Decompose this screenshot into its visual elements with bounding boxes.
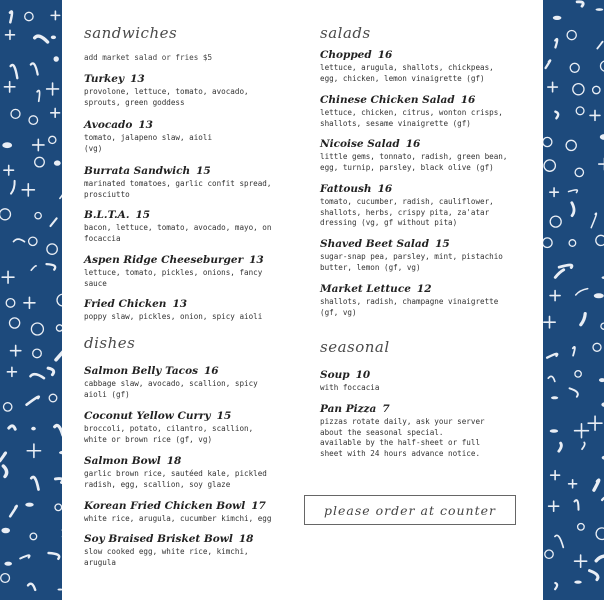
ring-mark — [545, 550, 553, 558]
ring-mark — [596, 235, 604, 245]
ring-mark — [29, 116, 38, 125]
item-name: Shaved Beet Salad — [320, 238, 430, 250]
cross-mark — [575, 424, 589, 438]
item-name: Korean Fried Chicken Bowl — [84, 500, 246, 512]
dot-mark — [600, 134, 604, 140]
item-description: tomato, jalapeno slaw, aioli (vg) — [84, 133, 213, 153]
brush-stroke-mark — [596, 556, 604, 561]
item-description: poppy slaw, pickles, onion, spicy aioli — [84, 312, 263, 321]
ring-mark — [29, 237, 37, 245]
cross-mark — [590, 110, 600, 120]
ring-mark — [49, 136, 56, 143]
item-price: 18 — [238, 533, 254, 545]
ring-mark — [575, 371, 581, 377]
cross-mark — [551, 471, 560, 480]
brush-stroke-mark — [570, 388, 578, 397]
item-name: B.L.T.A. — [84, 209, 130, 221]
dot-mark — [2, 142, 12, 148]
menu-item — [84, 165, 271, 200]
dot-mark — [553, 16, 562, 20]
brush-stroke-mark — [10, 506, 17, 516]
item-description: white rice, arugula, cucumber kimchi, egg — [84, 514, 272, 523]
cross-mark — [24, 297, 35, 308]
brush-stroke-mark — [555, 583, 557, 589]
brush-stroke-mark — [555, 39, 557, 47]
ring-mark — [6, 299, 15, 308]
brush-stroke-mark — [591, 213, 596, 228]
cross-mark — [550, 188, 559, 197]
item-name: Soup — [320, 369, 350, 381]
cross-mark — [599, 158, 604, 169]
ring-mark — [31, 323, 43, 335]
brush-stroke-mark — [31, 477, 38, 489]
item-name: Salmon Belly Tacos — [84, 365, 198, 377]
brush-stroke-mark — [48, 368, 54, 375]
item-price: 13 — [172, 298, 188, 310]
menu-page — [62, 0, 543, 600]
brush-stroke-mark — [28, 584, 35, 590]
brush-stroke-mark — [55, 479, 62, 483]
brush-stroke-mark — [559, 443, 562, 451]
brush-stroke-mark — [582, 442, 585, 449]
item-name: Coconut Yellow Curry — [84, 410, 211, 422]
menu-item — [84, 533, 253, 568]
ring-mark — [10, 318, 20, 328]
brush-stroke-mark — [555, 270, 563, 278]
brush-stroke-mark — [47, 264, 56, 270]
menu-item — [84, 119, 212, 154]
item-price: 16 — [460, 94, 476, 106]
ring-mark — [601, 61, 604, 71]
menu-item — [320, 138, 507, 173]
item-description: little gems, tonnato, radish, green bean, egg, turnip, parsley, black olive (gf) — [320, 152, 508, 172]
cross-mark — [33, 139, 44, 150]
menu-item — [320, 403, 485, 459]
dot-mark — [31, 427, 36, 431]
ring-mark — [576, 107, 584, 115]
brush-stroke-mark — [31, 266, 36, 271]
item-description: tomato, cucumber, radish, cauliflower, shallots, herbs, crispy pita, za'atar dressing (vg, gf without pita) — [320, 197, 494, 227]
ring-mark — [35, 213, 41, 219]
ring-mark — [566, 140, 576, 150]
brush-stroke-mark — [9, 426, 15, 429]
item-price: 12 — [416, 283, 432, 295]
ring-mark — [0, 209, 11, 220]
menu-item — [320, 49, 494, 84]
dot-mark — [1, 528, 10, 534]
menu-item — [320, 183, 494, 229]
ring-mark — [25, 12, 33, 20]
ring-mark — [543, 238, 552, 248]
item-price: 7 — [382, 403, 390, 415]
brush-stroke-mark — [55, 425, 62, 435]
menu-item — [84, 455, 267, 490]
brush-stroke-mark — [37, 91, 40, 102]
item-name: Pan Pizza — [320, 403, 377, 415]
section-title-sandwiches: sandwiches — [84, 24, 178, 42]
cross-mark — [550, 291, 560, 301]
ring-mark — [49, 394, 57, 402]
item-price: 16 — [405, 138, 421, 150]
cross-mark — [22, 184, 34, 196]
ring-mark — [35, 157, 45, 167]
ring-mark — [575, 168, 583, 176]
brush-stroke-mark — [27, 397, 39, 405]
item-name: Aspen Ridge Cheeseburger — [84, 254, 244, 266]
brush-stroke-mark — [20, 555, 29, 558]
brush-stroke-mark — [576, 289, 588, 295]
brush-stroke-mark — [572, 203, 574, 216]
ring-mark — [596, 528, 604, 540]
dot-mark — [54, 160, 61, 165]
brush-stroke-mark — [35, 36, 48, 42]
cross-mark — [47, 83, 59, 95]
item-description: pizzas rotate daily, ask your server about the seasonal special. available by the half-sheet or full sheet with 24 hours advance notice. — [320, 417, 485, 458]
item-price: 16 — [377, 49, 393, 61]
item-name: Turkey — [84, 73, 125, 85]
section-title-salads: salads — [320, 24, 371, 42]
brush-stroke-mark — [555, 535, 563, 547]
dot-mark — [54, 56, 59, 62]
brush-stroke-mark — [597, 42, 602, 49]
menu-item — [320, 94, 503, 129]
dot-mark — [599, 378, 604, 382]
section-title-dishes: dishes — [84, 334, 136, 352]
ring-mark — [578, 524, 585, 531]
item-price: 18 — [166, 455, 182, 467]
item-description: sugar-snap pea, parsley, mint, pistachio butter, lemon (gf, vg) — [320, 252, 503, 272]
item-price: 13 — [138, 119, 153, 131]
cross-mark — [51, 11, 59, 19]
dot-mark — [550, 429, 558, 433]
menu-item — [84, 298, 262, 323]
brush-stroke-mark — [548, 376, 555, 381]
cross-mark — [548, 82, 558, 92]
item-description: marinated tomatoes, garlic confit spread, prosciutto — [84, 179, 272, 199]
cross-mark — [2, 271, 14, 283]
item-price: 15 — [196, 165, 211, 177]
ring-mark — [567, 30, 576, 39]
item-description: cabbage slaw, avocado, scallion, spicy aioli (gf) — [84, 379, 258, 399]
ring-mark — [4, 403, 12, 411]
item-description: bacon, lettuce, tomato, avocado, mayo, on focaccia — [84, 223, 272, 243]
cross-mark — [27, 444, 40, 457]
brush-stroke-mark — [569, 190, 578, 193]
brush-stroke-mark — [547, 354, 557, 358]
brush-stroke-mark — [581, 314, 585, 325]
order-at-counter-note: please order at counter — [304, 495, 516, 525]
brush-stroke-mark — [573, 347, 575, 356]
cross-mark — [575, 555, 587, 567]
brush-stroke-mark — [49, 553, 60, 559]
dot-mark — [596, 8, 604, 11]
item-price: 13 — [249, 254, 264, 266]
item-description: slow cooked egg, white rice, kimchi, arugula — [84, 547, 249, 567]
menu-item — [84, 410, 253, 445]
cross-mark — [549, 501, 559, 511]
menu-item — [84, 365, 258, 400]
menu-item — [84, 254, 264, 289]
brush-stroke-mark — [10, 11, 12, 22]
brush-stroke-mark — [575, 500, 579, 510]
cross-mark — [4, 165, 14, 175]
menu-item — [84, 500, 271, 525]
item-name: Avocado — [84, 119, 133, 131]
brush-stroke-mark — [30, 374, 44, 378]
brush-stroke-mark — [14, 239, 25, 242]
item-name: Market Lettuce — [320, 283, 411, 295]
dot-mark — [4, 562, 12, 566]
dot-mark — [25, 503, 33, 507]
sandwiches-note: add market salad or fries $5 — [84, 53, 213, 62]
brush-stroke-mark — [31, 63, 38, 74]
brush-stroke-mark — [51, 218, 57, 226]
item-price: 16 — [377, 183, 393, 195]
brush-stroke-mark — [0, 453, 6, 461]
ring-mark — [55, 504, 62, 511]
item-name: Fattoush — [320, 183, 372, 195]
item-description: provolone, lettuce, tomato, avocado, sprouts, green goddess — [84, 87, 249, 107]
item-price: 17 — [251, 500, 266, 512]
decorative-pattern-right — [543, 0, 604, 600]
cross-mark — [51, 108, 60, 117]
brush-stroke-mark — [3, 466, 6, 477]
brush-stroke-mark — [546, 60, 551, 68]
dot-mark — [51, 36, 56, 40]
decorative-pattern-left — [0, 0, 62, 600]
item-name: Chinese Chicken Salad — [320, 94, 455, 106]
menu-item — [320, 369, 379, 394]
brush-stroke-mark — [555, 112, 558, 119]
item-price: 15 — [435, 238, 450, 250]
item-description: lettuce, tomato, pickles, onions, fancy sauce — [84, 268, 263, 288]
item-description: lettuce, chicken, citrus, wonton crisps, shallots, sesame vinaigrette (gf) — [320, 108, 503, 128]
menu-item — [84, 209, 271, 244]
item-price: 10 — [355, 369, 371, 381]
cross-mark — [569, 480, 577, 488]
ring-mark — [570, 63, 579, 72]
item-description: shallots, radish, champagne vinaigrette (gf, vg) — [320, 297, 499, 317]
ring-mark — [47, 244, 57, 254]
item-name: Salmon Bowl — [84, 455, 161, 467]
ring-mark — [544, 160, 555, 171]
cross-mark — [588, 416, 602, 430]
ring-mark — [573, 84, 584, 95]
ring-mark — [593, 343, 601, 351]
cross-mark — [544, 316, 555, 327]
item-name: Chopped — [320, 49, 372, 61]
item-name: Burrata Sandwich — [84, 165, 191, 177]
item-description: garlic brown rice, sautéed kale, pickled radish, egg, scallion, soy glaze — [84, 469, 267, 489]
cross-mark — [4, 82, 14, 92]
ring-mark — [33, 349, 42, 358]
brush-stroke-mark — [559, 265, 572, 268]
menu-item — [84, 73, 249, 108]
cross-mark — [10, 345, 20, 355]
dot-mark — [594, 293, 604, 298]
brush-stroke-mark — [594, 480, 599, 490]
brush-stroke-mark — [11, 181, 15, 194]
item-description: lettuce, arugula, shallots, chickpeas, egg, chicken, lemon vinaigrette (gf) — [320, 63, 494, 83]
item-name: Fried Chicken — [84, 298, 167, 310]
ring-mark — [11, 109, 20, 118]
item-name: Nicoise Salad — [320, 138, 400, 150]
section-title-seasonal: seasonal — [320, 338, 390, 356]
item-price: 15 — [135, 209, 151, 221]
dot-mark — [574, 581, 581, 584]
item-description: with foccacia — [320, 383, 380, 392]
ring-mark — [593, 86, 600, 93]
brush-stroke-mark — [590, 571, 598, 580]
dot-mark — [551, 396, 558, 399]
ring-mark — [543, 137, 552, 146]
item-name: Soy Braised Brisket Bowl — [84, 533, 233, 545]
item-price: 16 — [204, 365, 219, 377]
ring-mark — [550, 216, 561, 227]
brush-stroke-mark — [11, 65, 18, 78]
cross-mark — [6, 30, 15, 39]
item-price: 13 — [130, 73, 145, 85]
ring-mark — [569, 240, 576, 247]
item-price: 15 — [216, 410, 232, 422]
cross-mark — [7, 367, 16, 376]
ring-mark — [1, 574, 10, 583]
menu-item — [320, 238, 503, 273]
brush-stroke-mark — [577, 2, 583, 6]
item-description: broccoli, potato, cilantro, scallion, white or brown rice (gf, vg) — [84, 424, 254, 444]
ring-mark — [30, 533, 37, 540]
menu-item — [320, 283, 498, 318]
